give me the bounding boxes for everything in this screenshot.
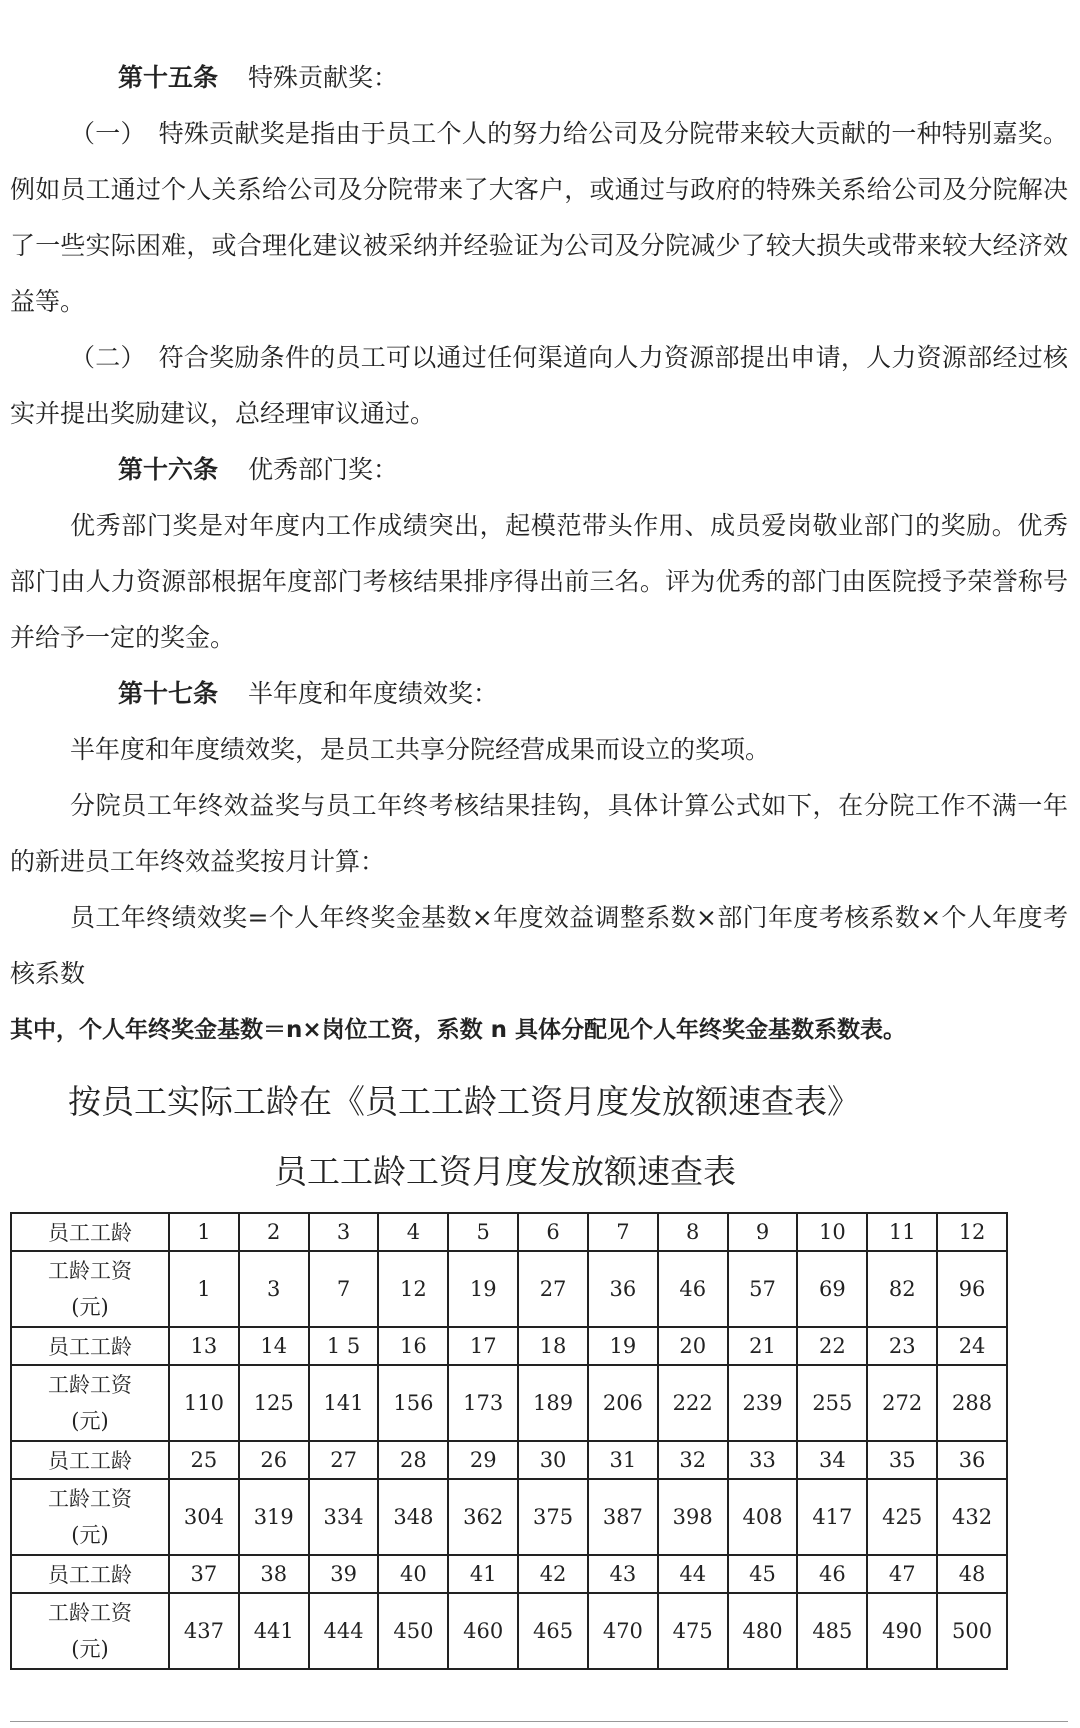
- wage-label-unit: (元): [71, 1295, 109, 1319]
- section16-title: 优秀部门奖：: [248, 455, 399, 484]
- section15-heading: [118, 50, 398, 106]
- wage-cell: 460: [448, 1593, 518, 1669]
- seniority-wage-table: [10, 1212, 1008, 1670]
- seniority-cell: 3: [309, 1213, 379, 1251]
- seniority-cell: 4: [378, 1213, 448, 1251]
- seniority-cell: 1 5: [309, 1327, 379, 1365]
- wage-cell: 141: [309, 1365, 379, 1441]
- section17-number: 第十七条: [118, 679, 219, 708]
- bonus-base-note: 其中，个人年终奖金基数＝n×岗位工资，系数 n 具体分配见个人年终奖金基数系数表。: [10, 1017, 907, 1043]
- seniority-cell: 21: [728, 1327, 798, 1365]
- seniority-cell: 26: [239, 1441, 309, 1479]
- seniority-cell: 37: [169, 1555, 239, 1593]
- seniority-cell: 38: [239, 1555, 309, 1593]
- table-title: 员工工龄工资月度发放额速查表: [274, 1152, 736, 1191]
- seniority-cell: 46: [797, 1555, 867, 1593]
- wage-cell: 304: [169, 1479, 239, 1555]
- section16-number: 第十六条: [118, 455, 219, 484]
- wage-cell: 319: [239, 1479, 309, 1555]
- seniority-cell: 33: [728, 1441, 798, 1479]
- wage-cell: 437: [169, 1593, 239, 1669]
- seniority-cell: 39: [309, 1555, 379, 1593]
- seniority-cell: 48: [937, 1555, 1007, 1593]
- seniority-cell: 36: [937, 1441, 1007, 1479]
- wage-cell: 189: [518, 1365, 588, 1441]
- seniority-cell: 43: [588, 1555, 658, 1593]
- seniority-cell: 7: [588, 1213, 658, 1251]
- wage-label-text: 工龄工资: [48, 1373, 132, 1397]
- seniority-cell: 5: [448, 1213, 518, 1251]
- seniority-cell: 12: [937, 1213, 1007, 1251]
- table-row-wage: [11, 1365, 1007, 1441]
- wage-cell: 69: [797, 1251, 867, 1327]
- wage-label-text: 工龄工资: [48, 1259, 132, 1283]
- wage-cell: 57: [728, 1251, 798, 1327]
- wage-cell: 36: [588, 1251, 658, 1327]
- section15-number: 第十五条: [118, 63, 219, 92]
- lookup-instruction-heading: 按员工实际工龄在《员工工龄工资月度发放额速查表》: [68, 1082, 860, 1121]
- wage-cell: 82: [867, 1251, 937, 1327]
- wage-cell: 490: [867, 1593, 937, 1669]
- seniority-cell: 13: [169, 1327, 239, 1365]
- wage-cell: 450: [378, 1593, 448, 1669]
- table-row-wage: [11, 1479, 1007, 1555]
- wage-cell: 500: [937, 1593, 1007, 1669]
- seniority-cell: 23: [867, 1327, 937, 1365]
- table-row-seniority: [11, 1213, 1007, 1251]
- wage-cell: 444: [309, 1593, 379, 1669]
- wage-cell: 387: [588, 1479, 658, 1555]
- section17-paragraph-1: 半年度和年度绩效奖，是员工共享分院经营成果而设立的奖项。: [70, 735, 771, 764]
- seniority-cell: 24: [937, 1327, 1007, 1365]
- wage-cell: 465: [518, 1593, 588, 1669]
- seniority-cell: 6: [518, 1213, 588, 1251]
- wage-cell: 362: [448, 1479, 518, 1555]
- wage-cell: 375: [518, 1479, 588, 1555]
- seniority-cell: 31: [588, 1441, 658, 1479]
- section15-title: 特殊贡献奖：: [248, 63, 399, 92]
- wage-cell: 272: [867, 1365, 937, 1441]
- wage-cell: 206: [588, 1365, 658, 1441]
- wage-label-unit: (元): [71, 1409, 109, 1433]
- wage-label-unit: (元): [71, 1523, 109, 1547]
- seniority-cell: 22: [797, 1327, 867, 1365]
- table-row-seniority: [11, 1441, 1007, 1479]
- wage-cell: 3: [239, 1251, 309, 1327]
- seniority-cell: 41: [448, 1555, 518, 1593]
- seniority-cell: 11: [867, 1213, 937, 1251]
- seniority-cell: 47: [867, 1555, 937, 1593]
- seniority-cell: 1: [169, 1213, 239, 1251]
- seniority-cell: 20: [658, 1327, 728, 1365]
- wage-cell: 485: [797, 1593, 867, 1669]
- wage-label-text: 工龄工资: [48, 1487, 132, 1511]
- seniority-cell: 34: [797, 1441, 867, 1479]
- section17-heading: [118, 666, 498, 722]
- seniority-cell: 29: [448, 1441, 518, 1479]
- wage-cell: 46: [658, 1251, 728, 1327]
- wage-cell: 19: [448, 1251, 518, 1327]
- row-label-wage: [11, 1251, 169, 1327]
- section15-paragraph-1: （一） 特殊贡献奖是指由于员工个人的努力给公司及分院带来较大贡献的一种特别嘉奖。例如员工通过个人关系给公司及分院带来了大客户，或通过与政府的特殊关系给公司及分院解决了一些实际困难，或合理化建议被采纳并经验证为公司及分院减少了较大损失或带来较大经济效益等。: [10, 119, 1068, 316]
- section16-heading: [118, 442, 398, 498]
- table-row-seniority: [11, 1327, 1007, 1365]
- wage-label-unit: (元): [71, 1637, 109, 1661]
- table-row-wage: [11, 1251, 1007, 1327]
- seniority-cell: 14: [239, 1327, 309, 1365]
- seniority-cell: 45: [728, 1555, 798, 1593]
- table-row-seniority: [11, 1555, 1007, 1593]
- wage-cell: 425: [867, 1479, 937, 1555]
- seniority-cell: 2: [239, 1213, 309, 1251]
- seniority-cell: 9: [728, 1213, 798, 1251]
- row-label-seniority: 员工工龄: [11, 1441, 169, 1479]
- table-row-wage: [11, 1593, 1007, 1669]
- wage-cell: 417: [797, 1479, 867, 1555]
- seniority-cell: 30: [518, 1441, 588, 1479]
- section16-paragraph-1: 优秀部门奖是对年度内工作成绩突出，起模范带头作用、成员爱岗敬业部门的奖励。优秀部门由人力资源部根据年度部门考核结果排序得出前三名。评为优秀的部门由医院授予荣誉称号并给予一定的奖金。: [10, 511, 1068, 652]
- section17-paragraph-2: 分院员工年终效益奖与员工年终考核结果挂钩，具体计算公式如下，在分院工作不满一年的新进员工年终效益奖按月计算：: [10, 791, 1068, 876]
- wage-cell: 222: [658, 1365, 728, 1441]
- row-label-wage: [11, 1479, 169, 1555]
- wage-cell: 480: [728, 1593, 798, 1669]
- row-label-wage: [11, 1593, 169, 1669]
- row-label-seniority: 员工工龄: [11, 1327, 169, 1365]
- wage-cell: 1: [169, 1251, 239, 1327]
- row-label-seniority: 员工工龄: [11, 1213, 169, 1251]
- wage-cell: 470: [588, 1593, 658, 1669]
- wage-cell: 288: [937, 1365, 1007, 1441]
- wage-cell: 398: [658, 1479, 728, 1555]
- wage-cell: 7: [309, 1251, 379, 1327]
- wage-cell: 96: [937, 1251, 1007, 1327]
- wage-cell: 110: [169, 1365, 239, 1441]
- page-bottom-rule: [10, 1721, 1068, 1722]
- seniority-cell: 28: [378, 1441, 448, 1479]
- bonus-formula: 员工年终绩效奖=个人年终奖金基数×年度效益调整系数×部门年度考核系数×个人年度考核系数: [10, 903, 1068, 988]
- seniority-cell: 40: [378, 1555, 448, 1593]
- section17-title: 半年度和年度绩效奖：: [248, 679, 499, 708]
- row-label-seniority: 员工工龄: [11, 1555, 169, 1593]
- seniority-cell: 35: [867, 1441, 937, 1479]
- wage-cell: 408: [728, 1479, 798, 1555]
- wage-cell: 125: [239, 1365, 309, 1441]
- wage-cell: 475: [658, 1593, 728, 1669]
- wage-cell: 441: [239, 1593, 309, 1669]
- wage-cell: 334: [309, 1479, 379, 1555]
- wage-cell: 27: [518, 1251, 588, 1327]
- wage-cell: 239: [728, 1365, 798, 1441]
- seniority-cell: 18: [518, 1327, 588, 1365]
- seniority-cell: 16: [378, 1327, 448, 1365]
- wage-cell: 156: [378, 1365, 448, 1441]
- seniority-cell: 42: [518, 1555, 588, 1593]
- wage-cell: 12: [378, 1251, 448, 1327]
- seniority-cell: 44: [658, 1555, 728, 1593]
- seniority-cell: 8: [658, 1213, 728, 1251]
- seniority-cell: 25: [169, 1441, 239, 1479]
- wage-cell: 432: [937, 1479, 1007, 1555]
- section15-paragraph-2: （二） 符合奖励条件的员工可以通过任何渠道向人力资源部提出申请，人力资源部经过核实并提出奖励建议，总经理审议通过。: [10, 343, 1068, 428]
- row-label-wage: [11, 1365, 169, 1441]
- seniority-cell: 32: [658, 1441, 728, 1479]
- wage-cell: 348: [378, 1479, 448, 1555]
- seniority-cell: 27: [309, 1441, 379, 1479]
- seniority-cell: 19: [588, 1327, 658, 1365]
- wage-cell: 255: [797, 1365, 867, 1441]
- seniority-cell: 10: [797, 1213, 867, 1251]
- wage-cell: 173: [448, 1365, 518, 1441]
- wage-label-text: 工龄工资: [48, 1601, 132, 1625]
- seniority-cell: 17: [448, 1327, 518, 1365]
